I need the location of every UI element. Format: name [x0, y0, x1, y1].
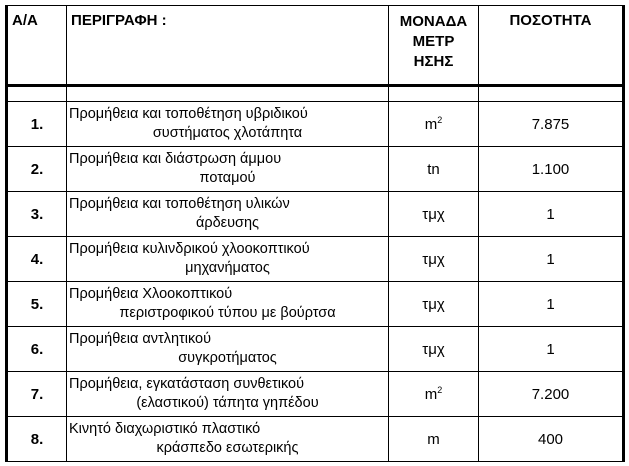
row-description: [67, 372, 389, 417]
spacer-cell: [67, 86, 389, 102]
row-number: 1.: [7, 102, 67, 147]
row-quantity: 7.875: [479, 102, 624, 147]
row-description-line1: Κινητό διαχωριστικό πλαστικό: [69, 421, 261, 437]
row-quantity: 400: [479, 417, 624, 462]
row-unit-text: m: [424, 116, 438, 133]
row-description-line2: περιστροφικού τύπου με βούρτσα: [119, 305, 336, 321]
header-unit: [389, 6, 479, 86]
row-unit: [389, 192, 479, 237]
row-description-line1: Προμήθεια και τοποθέτηση υβριδικού: [69, 106, 308, 122]
row-description-line2: συγκροτήματος: [178, 350, 277, 366]
row-unit-text: m: [427, 431, 440, 448]
table-row: [7, 282, 624, 327]
row-unit-text: τμχ: [422, 206, 445, 223]
row-description-line1: Προμήθεια κυλινδρικού χλοοκοπτικού: [69, 241, 310, 257]
row-description: [67, 327, 389, 372]
row-unit-text: τμχ: [422, 296, 445, 313]
row-description-line2: συστήματος χλοτάπητα: [152, 125, 303, 141]
row-unit-exponent: 2: [437, 115, 443, 125]
row-description-line2: άρδευσης: [195, 215, 260, 231]
header-description: ΠΕΡΙΓΡΑΦΗ :: [67, 6, 389, 86]
row-unit-exponent: 2: [437, 385, 443, 395]
row-unit: [389, 372, 479, 417]
row-number: 4.: [7, 237, 67, 282]
quantities-table-container: [5, 5, 622, 462]
spacer-cell: [7, 86, 67, 102]
row-unit-text: tn: [427, 161, 440, 178]
table-header-row: [7, 6, 624, 86]
row-unit-text: τμχ: [422, 341, 445, 358]
row-description-line1: Προμήθεια Χλοοκοπτικού: [69, 286, 233, 302]
table-row: [7, 147, 624, 192]
row-description-line2: ποταμού: [199, 170, 256, 186]
row-quantity: 1: [479, 327, 624, 372]
row-description-line2: κράσπεδο εσωτερικής: [156, 440, 299, 456]
header-unit-line1: ΜΟΝΑΔΑ: [399, 13, 468, 30]
row-unit: [389, 327, 479, 372]
header-unit-line2: ΜΕΤΡ: [412, 33, 455, 50]
row-description: [67, 192, 389, 237]
row-unit: [389, 102, 479, 147]
row-unit: [389, 147, 479, 192]
row-quantity: 1: [479, 192, 624, 237]
row-unit: [389, 417, 479, 462]
table-row: [7, 102, 624, 147]
table-row: [7, 327, 624, 372]
row-description-line1: Προμήθεια και διάστρωση άμμου: [69, 151, 282, 167]
row-quantity: 7.200: [479, 372, 624, 417]
row-unit: [389, 282, 479, 327]
row-description-line2: (ελαστικού) τάπητα γηπέδου: [136, 395, 319, 411]
row-description-line1: Προμήθεια και τοποθέτηση υλικών: [69, 196, 290, 212]
row-quantity: 1.100: [479, 147, 624, 192]
row-unit: [389, 237, 479, 282]
row-description: [67, 237, 389, 282]
row-description-line2: μηχανήματος: [185, 260, 270, 276]
table-row: [7, 417, 624, 462]
quantities-table: [5, 5, 625, 462]
spacer-cell: [479, 86, 624, 102]
row-unit-text: m: [424, 386, 438, 403]
row-quantity: 1: [479, 237, 624, 282]
row-number: 3.: [7, 192, 67, 237]
row-number: 8.: [7, 417, 67, 462]
row-description: [67, 147, 389, 192]
header-unit-line3: ΗΣΗΣ: [413, 53, 454, 70]
table-row: [7, 192, 624, 237]
row-description: [67, 417, 389, 462]
row-number: 6.: [7, 327, 67, 372]
row-quantity: 1: [479, 282, 624, 327]
row-number: 2.: [7, 147, 67, 192]
spacer-cell: [389, 86, 479, 102]
row-number: 5.: [7, 282, 67, 327]
header-quantity: ΠΟΣΟΤΗΤΑ: [479, 6, 624, 86]
header-aa: Α/Α: [7, 6, 67, 86]
row-number: 7.: [7, 372, 67, 417]
row-description-line1: Προμήθεια, εγκατάσταση συνθετικού: [69, 376, 305, 392]
header-spacer-row: [7, 86, 624, 102]
row-description: [67, 282, 389, 327]
table-row: [7, 237, 624, 282]
table-row: [7, 372, 624, 417]
row-description: [67, 102, 389, 147]
row-unit-text: τμχ: [422, 251, 445, 268]
row-description-line1: Προμήθεια αντλητικού: [69, 331, 212, 347]
